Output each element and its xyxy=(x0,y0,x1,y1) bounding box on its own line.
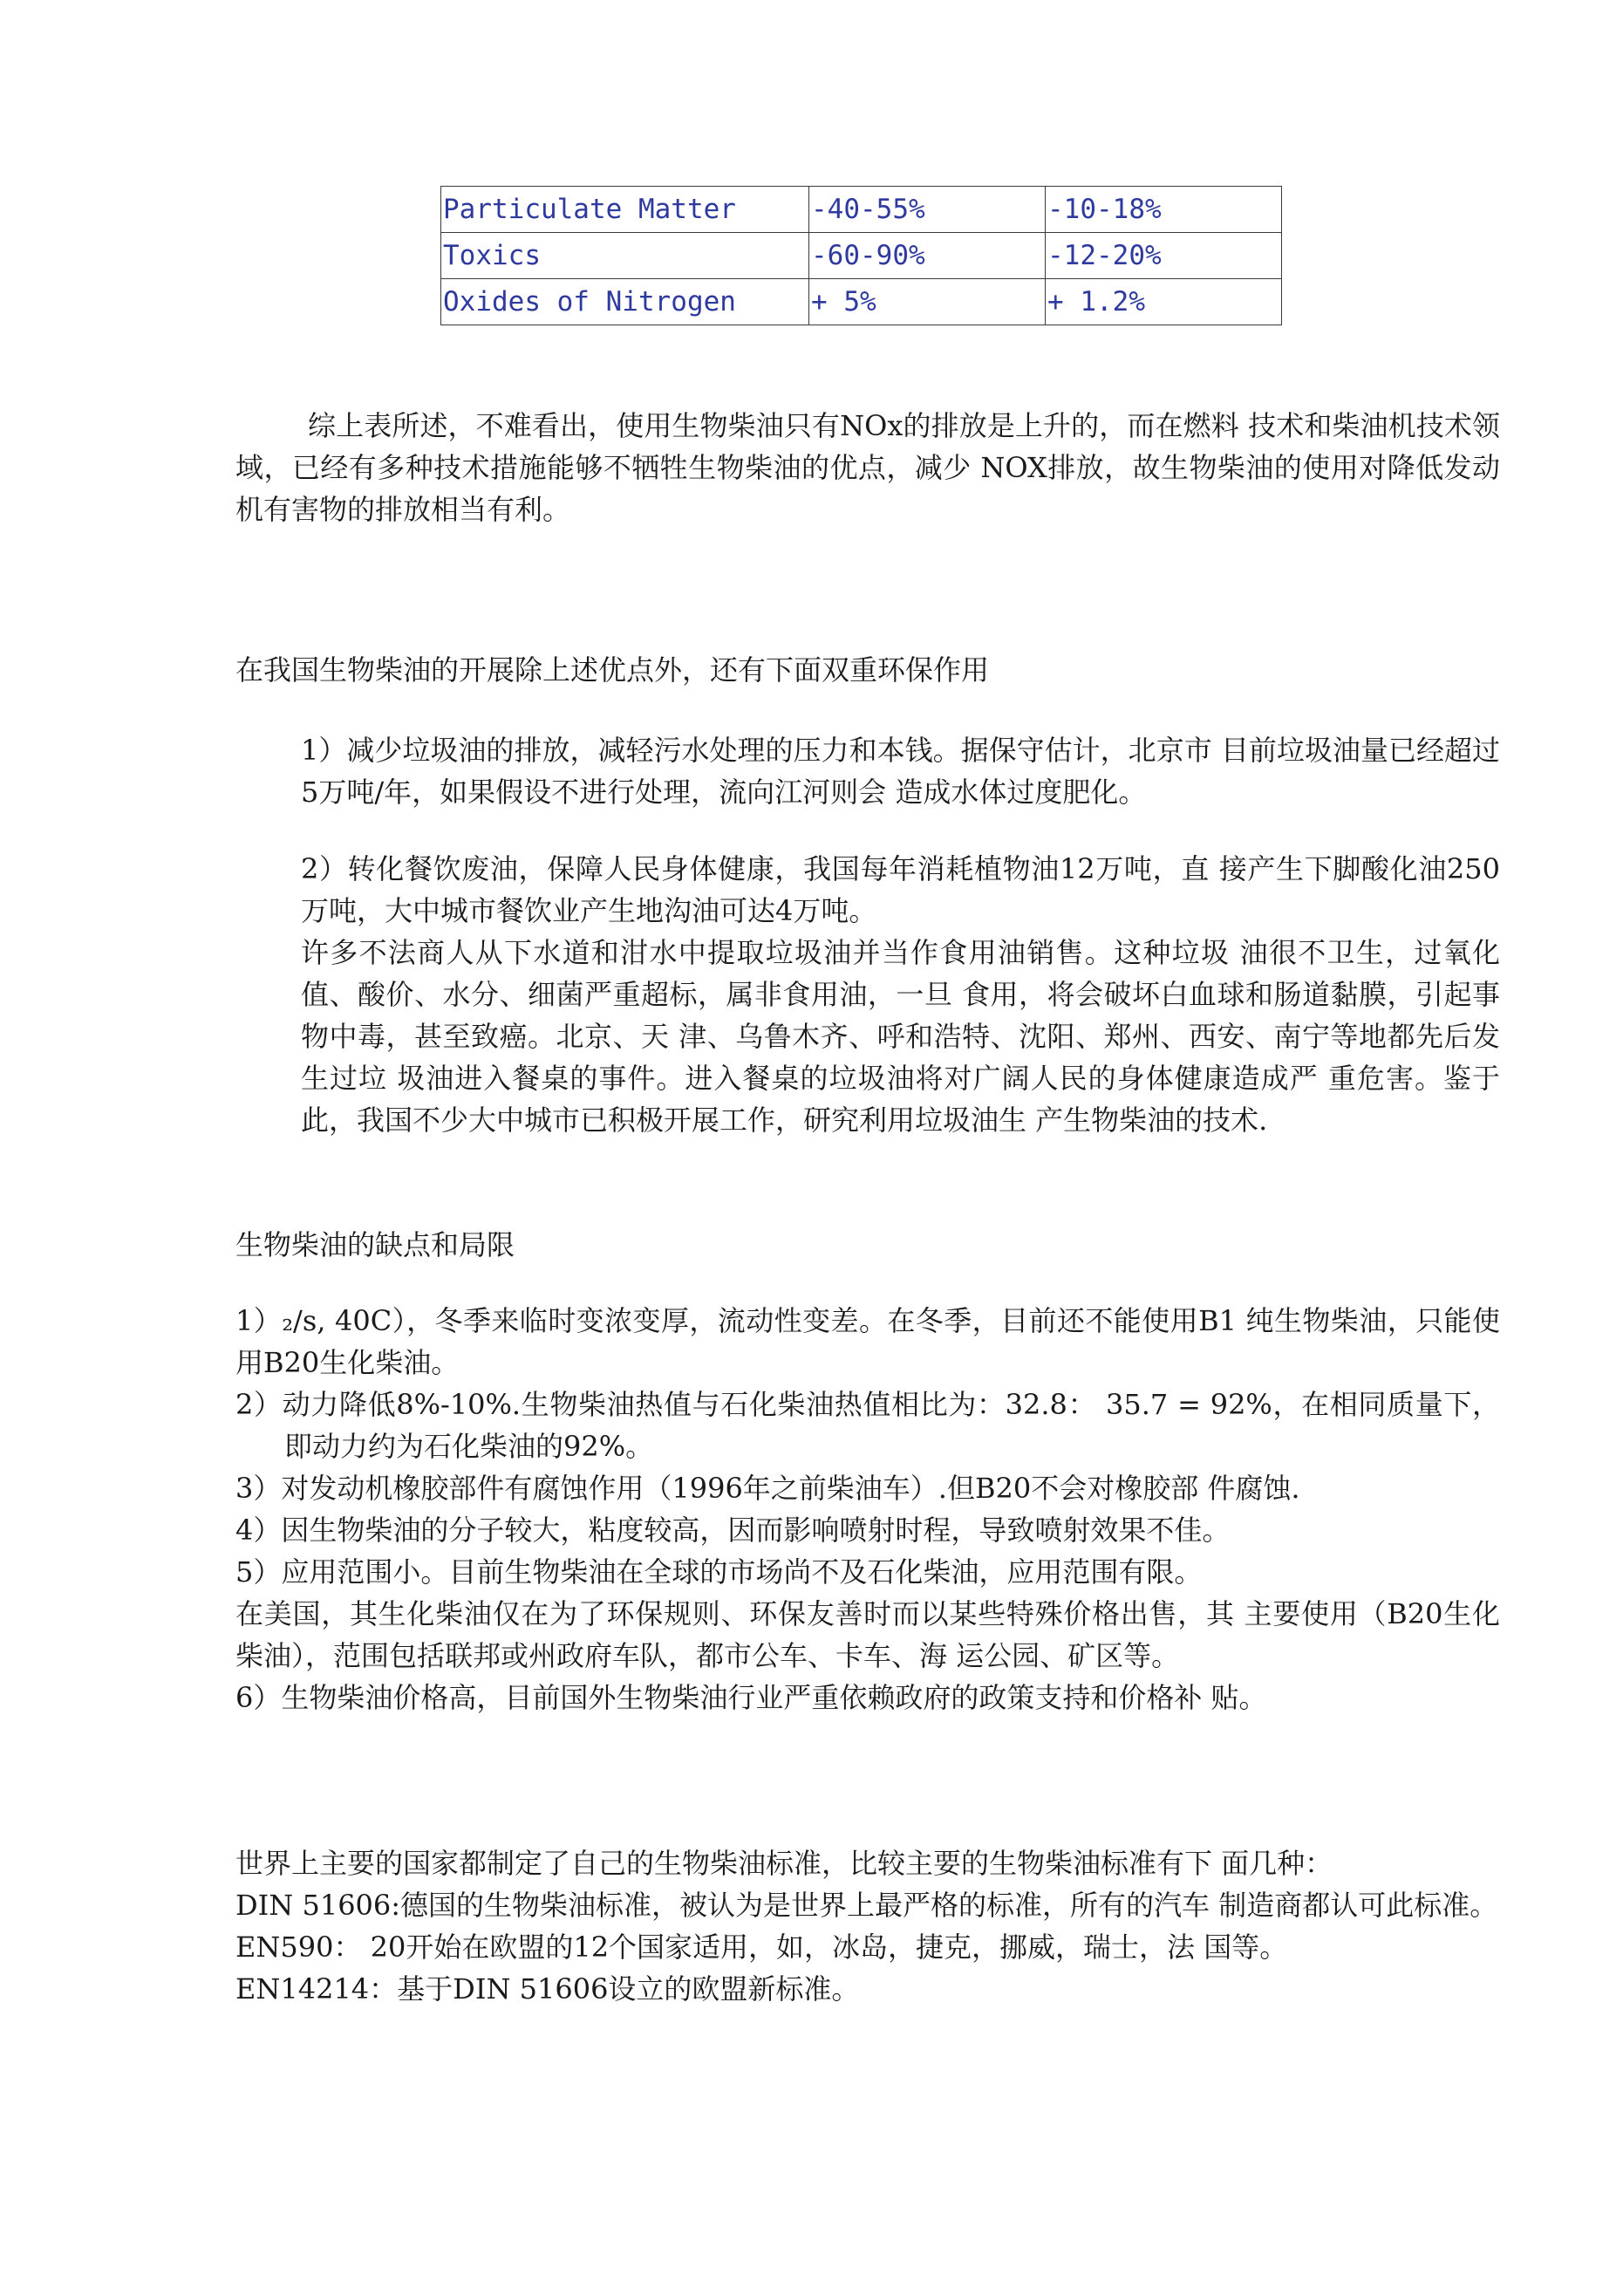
limits-list xyxy=(235,1300,1500,1719)
table-row xyxy=(441,187,1282,233)
table-cell: -12-20% xyxy=(1046,233,1282,279)
standard-en590: EN590： 20开始在欧盟的12个国家适用，如，冰岛，捷克，挪威，瑞士，法 国等。 xyxy=(235,1930,1288,1964)
limits-heading: 生物柴油的缺点和局限 xyxy=(235,1228,515,1261)
table-row xyxy=(441,279,1282,325)
table-cell: -60-90% xyxy=(809,233,1046,279)
table-cell: Particulate Matter xyxy=(441,187,809,233)
table-cell: -10-18% xyxy=(1046,187,1282,233)
table-row xyxy=(441,233,1282,279)
env-item-1: 1）减少垃圾油的排放，减轻污水处理的压力和本钱。据保守估计，北京市 目前垃圾油量已经超过5万吨/年，如果假设不进行处理，流向江河则会 造成水体过度肥化。 xyxy=(301,734,1500,809)
table-cell: Oxides of Nitrogen xyxy=(441,279,809,325)
standards-intro: 世界上主要的国家都制定了自己的生物柴油标准，比较主要的生物柴油标准有下 面几种： xyxy=(235,1847,1333,1880)
env-item-3: 许多不法商人从下水道和泔水中提取垃圾油并当作食用油销售。这种垃圾 油很不卫生，过氧化值、酸价、水分、细菌严重超标，属非食用油，一旦 食用，将会破坏白血球和肠道黏膜，引起事物中毒，甚至致癌。北京、天 津、乌鲁木齐、呼和浩特、沈阳、郑州、西安、南宁等地都先后发生过垃 圾油进入餐桌的事件。进入餐桌的垃圾油将对广阔人民的身体健康造成严 重危害。鉴于此，我国不少大中城市已积极开展工作，研究利用垃圾油生 产生物柴油的技术. xyxy=(301,936,1500,1137)
env-item-2: 2）转化餐饮废油，保障人民身体健康，我国每年消耗植物油12万吨，直 接产生下脚酸化油250万吨，大中城市餐饮业产生地沟油可达4万吨。 xyxy=(301,852,1500,927)
limits-item-1: 1）₂/s, 40C），冬季来临时变浓变厚，流动性变差。在冬季，目前还不能使用B1 纯生物柴油，只能使用B20生化柴油。 xyxy=(235,1304,1500,1379)
limits-item-3: 3）对发动机橡胶部件有腐蚀作用（1996年之前柴油车）.但B20不会对橡胶部 件腐蚀. xyxy=(235,1472,1300,1505)
limits-item-4: 4）因生物柴油的分子较大，粘度较高，因而影响喷射时程，导致喷射效果不佳。 xyxy=(235,1514,1231,1547)
limits-usa-note: 在美国，其生化柴油仅在为了环保规则、环保友善时而以某些特殊价格出售，其 主要使用（B20生化柴油），范围包括联邦或州政府车队，都市公车、卡车、海 运公园、矿区等。 xyxy=(235,1597,1500,1672)
table-cell: + 1.2% xyxy=(1046,279,1282,325)
table-cell: -40-55% xyxy=(809,187,1046,233)
env-intro-heading: 在我国生物柴油的开展除上述优点外，还有下面双重环保作用 xyxy=(235,653,990,687)
table-cell: Toxics xyxy=(441,233,809,279)
limits-item-5: 5）应用范围小。目前生物柴油在全球的市场尚不及石化柴油，应用范围有限。 xyxy=(235,1555,1203,1589)
limits-item-2: 2）动力降低8%-10%.生物柴油热值与石化柴油热值相比为：32.8： 35.7 = 92%，在相同质量下，即动力约为石化柴油的92%。 xyxy=(235,1388,1500,1463)
table-cell: + 5% xyxy=(809,279,1046,325)
standards-section xyxy=(235,1842,1500,2010)
standard-en14214: EN14214：基于DIN 51606设立的欧盟新标准。 xyxy=(235,1972,860,2006)
limits-item-6: 6）生物柴油价格高，目前国外生物柴油行业严重依赖政府的政策支持和价格补 贴。 xyxy=(235,1681,1267,1714)
summary-paragraph: 综上表所述，不难看出，使用生物柴油只有NOx的排放是上升的，而在燃料 技术和柴油机技术领域，已经有多种技术措施能够不牺牲生物柴油的优点，减少 NOX排放，故生物柴油的使用对降低发动机有害物的排放相当有利。 xyxy=(235,409,1500,526)
standard-din-51606: DIN 51606:德国的生物柴油标准，被认为是世界上最严格的标准，所有的汽车 制造商都认可此标准。 xyxy=(235,1889,1498,1922)
emissions-table xyxy=(440,186,1282,325)
